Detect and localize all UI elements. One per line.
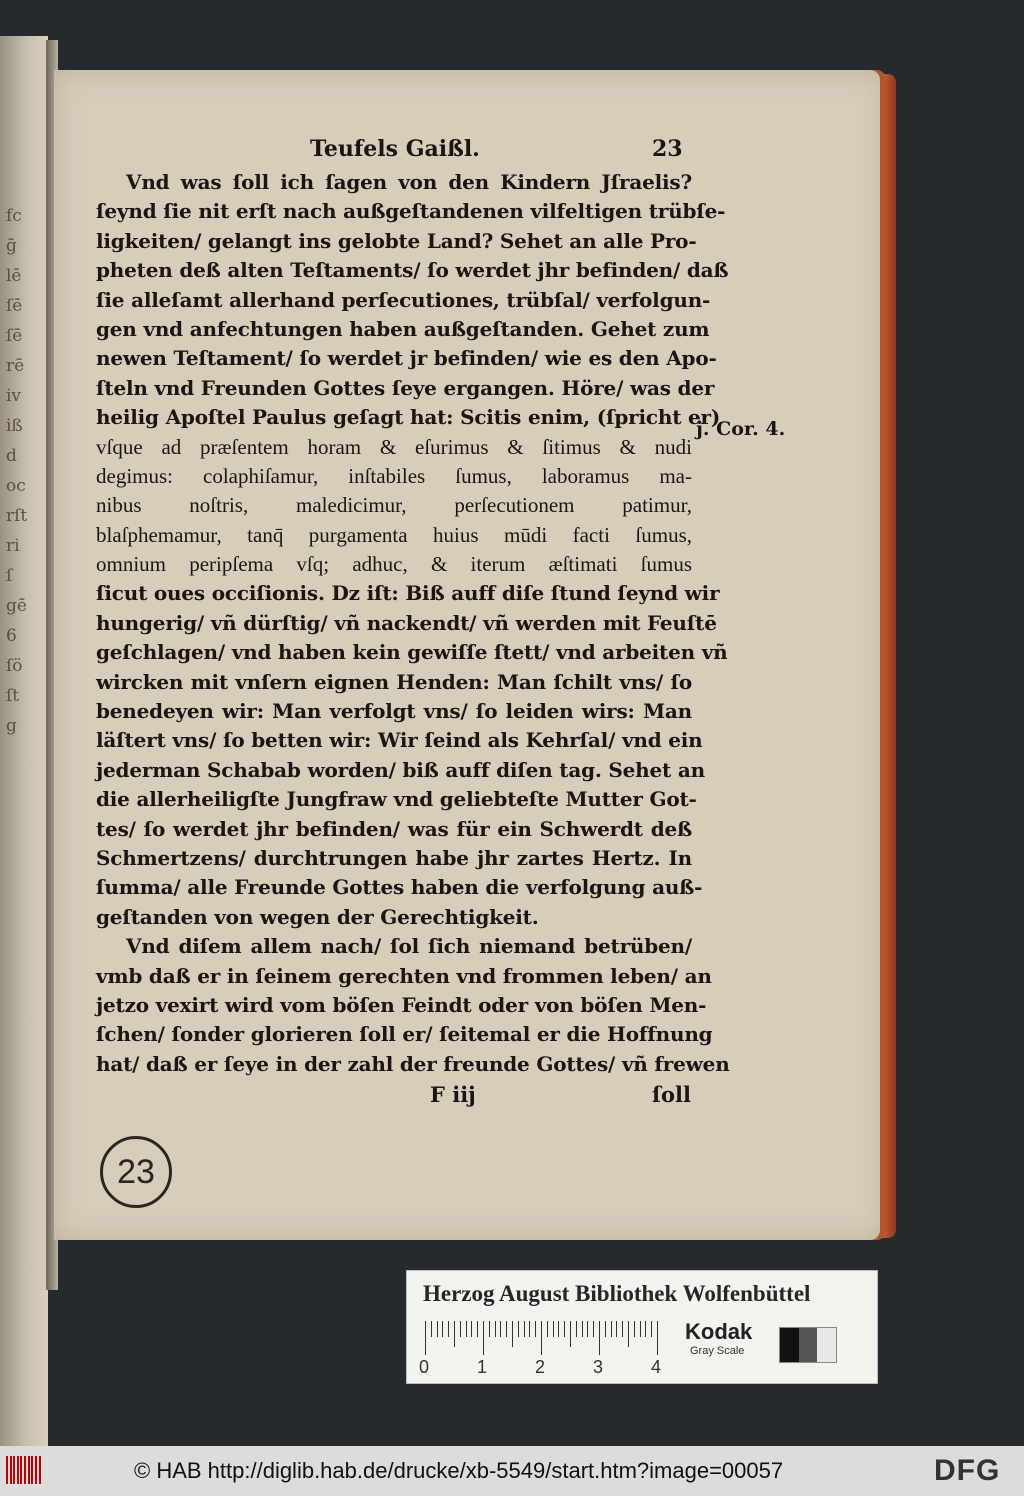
text-line: vmb daß er in ſeinem gerechten vnd frommen leben/ an — [96, 963, 712, 988]
facing-mark: ri — [6, 536, 20, 556]
ruler-scale — [425, 1321, 663, 1359]
ruler-tick — [500, 1321, 501, 1337]
catchword: ſoll — [652, 1082, 691, 1107]
barcode-icon — [6, 1456, 44, 1484]
barcode-bar — [13, 1456, 15, 1484]
text-line: ſicut oues occiſionis. Dz iſt: Biß auff diſe ſtund ſeynd wir — [96, 581, 720, 606]
gray-scale-label: Gray Scale — [690, 1345, 745, 1357]
signature-mark: F iij — [430, 1082, 476, 1107]
barcode-bar — [24, 1456, 26, 1484]
facing-mark: fc — [6, 206, 22, 226]
ruler-number: 0 — [419, 1357, 430, 1377]
margin-note: j. Cor. 4. — [696, 418, 786, 440]
barcode-bar — [28, 1456, 30, 1484]
ruler-tick — [529, 1321, 530, 1337]
text-line: die allerheiligſte Jungfraw vnd geliebteſte Mutter Got- — [96, 787, 697, 812]
text-line: jetzo vexirt wird vom böſen Feindt oder von böſen Men- — [96, 992, 707, 1017]
barcode-bar — [17, 1456, 19, 1484]
facing-mark: gē — [6, 596, 27, 616]
library-color-card — [406, 1270, 878, 1384]
facing-mark: iv — [6, 386, 22, 406]
barcode-bar — [31, 1456, 33, 1484]
text-line: ſchen/ ſonder glorieren ſoll er/ ſeitemal er die Hoffnung — [96, 1022, 713, 1047]
page-stamp-number: 23 — [100, 1136, 172, 1208]
ruler-number: 4 — [651, 1357, 662, 1377]
text-line: tes/ ſo werdet jhr befinden/ was für ein Schwerdt deß — [96, 816, 692, 841]
ruler-tick — [605, 1321, 606, 1337]
gray-patch-black — [780, 1328, 799, 1362]
facing-mark: iß — [6, 416, 23, 436]
facing-mark: rſt — [6, 506, 28, 526]
kodak-logo: Kodak — [685, 1319, 753, 1344]
ruler-tick — [448, 1321, 449, 1337]
barcode-bar — [20, 1456, 22, 1484]
ruler-tick — [437, 1321, 438, 1337]
ruler-tick — [489, 1321, 490, 1337]
text-line: gen vnd anfechtungen haben außgeſtanden. Gehet zum — [96, 316, 710, 341]
ruler-tick — [431, 1321, 432, 1337]
ruler-tick — [535, 1321, 536, 1337]
text-line: blaſphemamur, tanq̄ purgamenta huius mūdi facti ſumus, — [96, 522, 692, 547]
ruler-tick — [425, 1321, 426, 1355]
text-line: pheten deß alten Teſtaments/ ſo werdet jhr befinden/ daß — [96, 258, 729, 283]
text-line: heilig Apoſtel Paulus geſagt hat: Scitis enim, (ſpricht er) — [96, 405, 721, 430]
text-line: omnium peripſema vſq; adhuc, & iterum æſtimati ſumus — [96, 552, 692, 577]
text-line: hat/ daß er ſeye in der zahl der freunde Gottes/ vñ frewen — [96, 1051, 730, 1076]
text-line: geſchlagen/ vnd haben kein gewiſſe ſtett/ vnd arbeiten vñ — [96, 640, 728, 665]
page-number: 23 — [652, 136, 683, 162]
facing-mark: ſē — [6, 296, 23, 316]
text-line: ſie alleſamt allerhand perſecutiones, trübſal/ verfolgun- — [96, 287, 711, 312]
ruler-tick — [599, 1321, 600, 1355]
ruler-tick — [483, 1321, 484, 1355]
gray-patch-dark — [799, 1328, 818, 1362]
facing-mark: g — [6, 716, 17, 736]
ruler-tick — [576, 1321, 577, 1337]
ruler-tick — [651, 1321, 652, 1337]
text-line: Schmertzens/ durchtrungen habe jhr zartes Hertz. In — [96, 845, 692, 870]
ruler-tick — [541, 1321, 542, 1355]
copyright-url[interactable]: © HAB http://diglib.hab.de/drucke/xb-5549/start.htm?image=00057 — [134, 1458, 784, 1483]
facing-mark: ſē — [6, 326, 23, 346]
ruler-tick — [460, 1321, 461, 1337]
text-line: geſtanden von wegen der Gerechtigkeit. — [96, 904, 539, 929]
ruler-numbers — [419, 1357, 669, 1377]
text-line: Vnd diſem allem nach/ ſol ſich niemand betrüben/ — [126, 934, 692, 959]
ruler-tick — [657, 1321, 658, 1355]
ruler-tick — [506, 1321, 507, 1337]
facing-mark: ſö — [6, 656, 23, 676]
gray-scale-patches — [779, 1327, 837, 1363]
ruler-tick — [524, 1321, 525, 1337]
ruler-tick — [454, 1321, 455, 1347]
ruler-tick — [495, 1321, 496, 1337]
library-name: Herzog August Bibliothek Wolfenbüttel — [423, 1281, 811, 1306]
barcode-bar — [39, 1456, 41, 1484]
ruler-tick — [640, 1321, 641, 1337]
running-head: Teufels Gaißl. — [310, 136, 480, 162]
facing-mark: d — [6, 446, 17, 466]
ruler-tick — [466, 1321, 467, 1337]
text-line: Vnd was ſoll ich ſagen von den Kindern Jſraelis? — [126, 170, 692, 194]
ruler-tick — [477, 1321, 478, 1337]
facing-mark: oc — [6, 476, 26, 496]
dfg-logo: DFG — [934, 1454, 1001, 1487]
ruler-tick — [622, 1321, 623, 1337]
text-line: jederman Schabab worden/ biß auff diſen tag. Sehet an — [96, 757, 705, 782]
facing-mark: ḡ — [6, 236, 17, 256]
gray-patch-light — [817, 1328, 836, 1362]
text-line: newen Teſtament/ ſo werdet jr befinden/ wie es den Apo- — [96, 346, 717, 371]
ruler-tick — [593, 1321, 594, 1337]
ruler-tick — [512, 1321, 513, 1347]
ruler-number: 3 — [593, 1357, 604, 1377]
ruler-tick — [553, 1321, 554, 1337]
ruler-tick — [558, 1321, 559, 1337]
ruler-tick — [547, 1321, 548, 1337]
facing-mark: lē — [6, 266, 22, 286]
ruler-tick — [616, 1321, 617, 1337]
ruler-number: 2 — [535, 1357, 546, 1377]
ruler-tick — [587, 1321, 588, 1337]
barcode-bar — [10, 1456, 12, 1484]
text-line: läſtert vns/ ſo betten wir: Wir ſeind als Kehrſal/ vnd ein — [96, 728, 703, 753]
ruler-tick — [628, 1321, 629, 1347]
text-line: wircken mit vnſern eignen Henden: Man ſchilt vns/ ſo — [96, 669, 692, 694]
text-line: ſeynd ſie nit erſt nach außgeſtandenen vilfeltigen trübſe- — [96, 199, 726, 224]
facing-mark: rē — [6, 356, 25, 376]
text-line: hungerig/ vñ dürſtig/ vñ nackendt/ vñ werden mit Feuſtē — [96, 610, 717, 635]
facing-mark: ſt — [6, 686, 20, 706]
ruler-tick — [611, 1321, 612, 1337]
text-line: ſumma/ alle Freunde Gottes haben die verfolgung auß- — [96, 875, 703, 900]
ruler-tick — [518, 1321, 519, 1337]
facing-mark: ſ — [6, 566, 13, 586]
ruler-tick — [570, 1321, 571, 1347]
viewer-footer — [0, 1446, 1024, 1496]
text-line: nibus noſtris, maledicimur, perſecutionem patimur, — [96, 493, 692, 518]
text-line: benedeyen wir: Man verfolgt vns/ ſo leiden wirs: Man — [96, 699, 692, 724]
barcode-bar — [35, 1456, 37, 1484]
ruler-tick — [634, 1321, 635, 1337]
ruler-tick — [582, 1321, 583, 1337]
body-text — [96, 168, 730, 1079]
text-line: ſteln vnd Freunden Gottes ſeye ergangen. Höre/ was der — [96, 375, 715, 400]
facing-page-marginalia — [2, 36, 42, 1446]
ruler-tick — [442, 1321, 443, 1337]
facing-mark: 6 — [6, 626, 17, 646]
text-line: degimus: colaphiſamur, inſtabiles ſumus, laboramus ma- — [96, 463, 692, 488]
facing-page-edge — [0, 36, 48, 1446]
barcode-bar — [6, 1456, 8, 1484]
ruler-number: 1 — [477, 1357, 488, 1377]
text-line: vſque ad præſentem horam & eſurimus & ſitimus & nudi — [96, 434, 692, 459]
ruler-tick — [645, 1321, 646, 1337]
ruler-tick — [564, 1321, 565, 1337]
ruler-tick — [471, 1321, 472, 1337]
text-line: ligkeiten/ gelangt ins gelobte Land? Sehet an alle Pro- — [96, 228, 697, 253]
